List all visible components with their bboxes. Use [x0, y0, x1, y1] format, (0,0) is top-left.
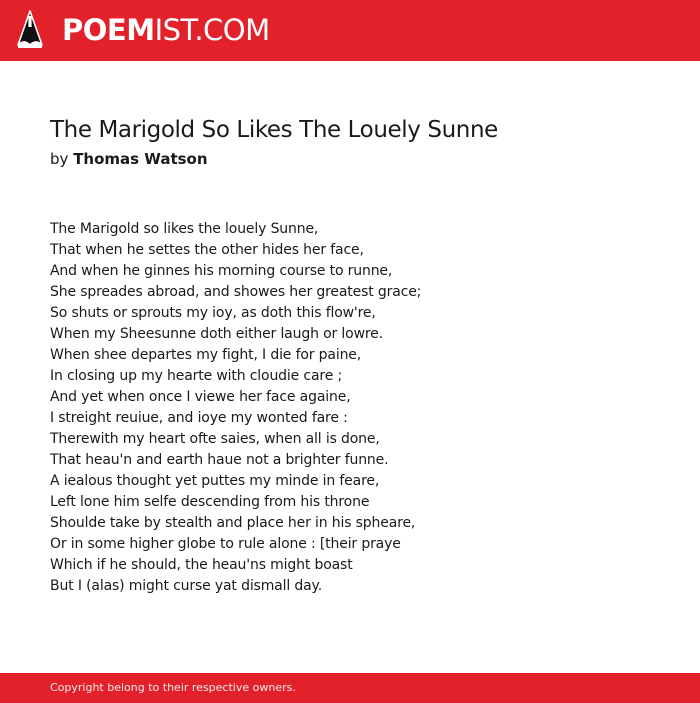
- author-name: Thomas Watson: [73, 150, 208, 168]
- poem-line: So shuts or sprouts my ioy, as doth this flow're,: [50, 305, 376, 321]
- poem-line: The Marigold so likes the louely Sunne,: [50, 221, 319, 237]
- pen-nib-icon[interactable]: [16, 10, 44, 52]
- poem-line: Or in some higher globe to rule alone : [their praye: [50, 536, 401, 552]
- poem-line: And yet when once I viewe her face againe,: [50, 389, 351, 405]
- byline: [50, 150, 208, 168]
- copyright-text: Copyright belong to their respective owners.: [50, 681, 296, 694]
- poem-line: That when he settes the other hides her face,: [50, 242, 364, 258]
- poem-line: A iealous thought yet puttes my minde in feare,: [50, 473, 380, 489]
- by-label: by: [50, 150, 69, 168]
- site-footer: [0, 673, 700, 703]
- site-header: [0, 0, 700, 61]
- poem-line: Shoulde take by stealth and place her in his spheare,: [50, 515, 416, 531]
- poem-line: Therewith my heart ofte saies, when all is done,: [50, 431, 380, 447]
- poem-line: That heau'n and earth haue not a brighter funne.: [50, 452, 389, 468]
- poem-line: When shee departes my fight, I die for paine,: [50, 347, 362, 363]
- poem-line: In closing up my hearte with cloudie care ;: [50, 368, 343, 384]
- poem-line: Left lone him selfe descending from his throne: [50, 494, 370, 510]
- poem-body: [50, 219, 421, 597]
- site-logo[interactable]: [62, 11, 270, 49]
- brand-light: IST.COM: [154, 13, 270, 47]
- poem-line: Which if he should, the heau'ns might boast: [50, 557, 353, 573]
- poem-line: I streight reuiue, and ioye my wonted fare :: [50, 410, 348, 426]
- poem-line: And when he ginnes his morning course to runne,: [50, 263, 393, 279]
- poem-line: But I (alas) might curse yat dismall day.: [50, 578, 322, 594]
- brand-bold: POEM: [62, 13, 155, 47]
- poem-line: She spreades abroad, and showes her greatest grace;: [50, 284, 422, 300]
- poem-line: When my Sheesunne doth either laugh or lowre.: [50, 326, 383, 342]
- poem-title: The Marigold So Likes The Louely Sunne: [50, 117, 498, 143]
